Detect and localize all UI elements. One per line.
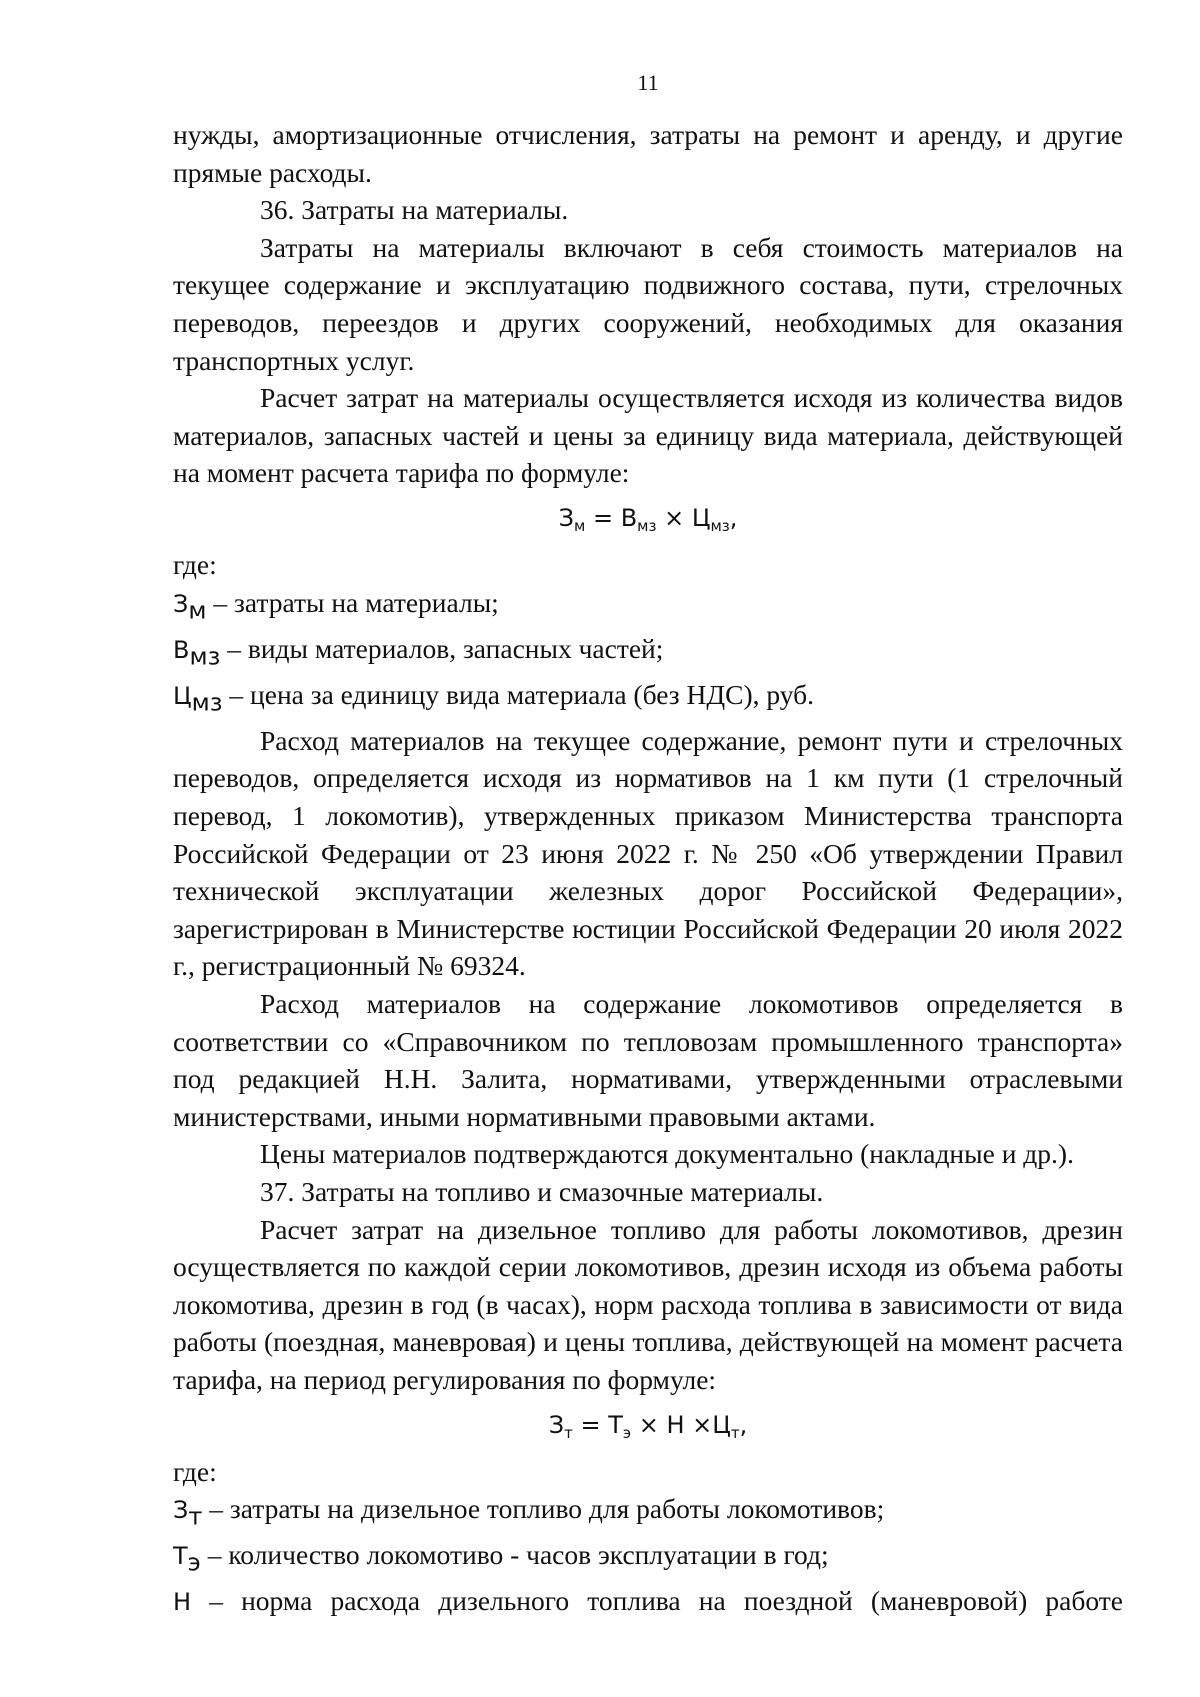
where-label: где: [173, 1455, 217, 1487]
page-number: 11 [637, 70, 659, 95]
definition-item: $Ц_{мз}$ – цена за единицу вида материала (без НДС), руб. [173, 678, 815, 717]
paragraph: нужды, амортизационные отчисления, затраты на ремонт и аренду, и другие прямые расходы. [173, 119, 1123, 188]
formula-fuel: $З_т = Т_э \times Н \times Ц_т$, [548, 1410, 748, 1442]
definition-item: Н – норма расхода дизельного топлива на поездной (маневровой) работе [173, 1585, 1123, 1617]
paragraph: Цены материалов подтверждаются документально (накладные и др.). [260, 1138, 1074, 1170]
paragraph: Расчет затрат на материалы осуществляется исходя из количества видов материалов, запасных частей и цены за единицу вида материала, действующей на момент расчета тарифа по формуле: [173, 382, 1123, 489]
paragraph: Расчет затрат на дизельное топливо для работы локомотивов, дрезин осуществляется по каждой серии локомотивов, дрезин исходя из объема работы локомотива, дрезин в год (в часах), норм расхода топлива в зависимости от вида работы (поездная, маневровая) и цены топлива, действующей на момент расчета тарифа, на период регулирования по формуле: [173, 1213, 1123, 1395]
section-heading-37: 37. Затраты на топливо и смазочные материалы. [260, 1175, 824, 1207]
where-label: где: [173, 548, 217, 580]
paragraph: Расход материалов на содержание локомотивов определяется в соответствии со «Справочником по тепловозам промышленного транспорта» под редакцией Н.Н. Залита, нормативами, утвержденными отраслевыми министерствами, иными нормативными правовыми актами. [173, 987, 1123, 1132]
definition-item: $В_{мз}$ – виды материалов, запасных частей; [173, 632, 664, 671]
formula-materials: $З_м = В_{мз} \times Ц_{мз}$, [558, 503, 738, 535]
section-heading-36: 36. Затраты на материалы. [260, 194, 569, 226]
paragraph: Расход материалов на текущее содержание, ремонт пути и стрелочных переводов, определяется исходя из нормативов на 1 км пути (1 стрелочный перевод, 1 локомотив), утвержденных приказом Министерства транспорта Российской Федерации от 23 июня 2022 г. № 250 «Об утверждении Правил технической эксплуатации железных дорог Российской Федерации», зарегистрирован в Министерстве юстиции Российской Федерации 20 июля 2022 г., регистрационный № 69324. [173, 724, 1123, 982]
paragraph: Затраты на материалы включают в себя стоимость материалов на текущее содержание и эксплуатацию подвижного состава, пути, стрелочных переводов, переездов и других сооружений, необходимых для оказания транспортных услуг. [173, 231, 1123, 376]
definition-item: $Т_э$ – количество локомотиво - часов эксплуатации в год; [173, 1539, 829, 1577]
document-body [173, 116, 1123, 1622]
definition-item: $З_т$ – затраты на дизельное топливо для работы локомотивов; [173, 1493, 885, 1531]
definition-item: $З_м$ – затраты на материалы; [173, 586, 499, 625]
